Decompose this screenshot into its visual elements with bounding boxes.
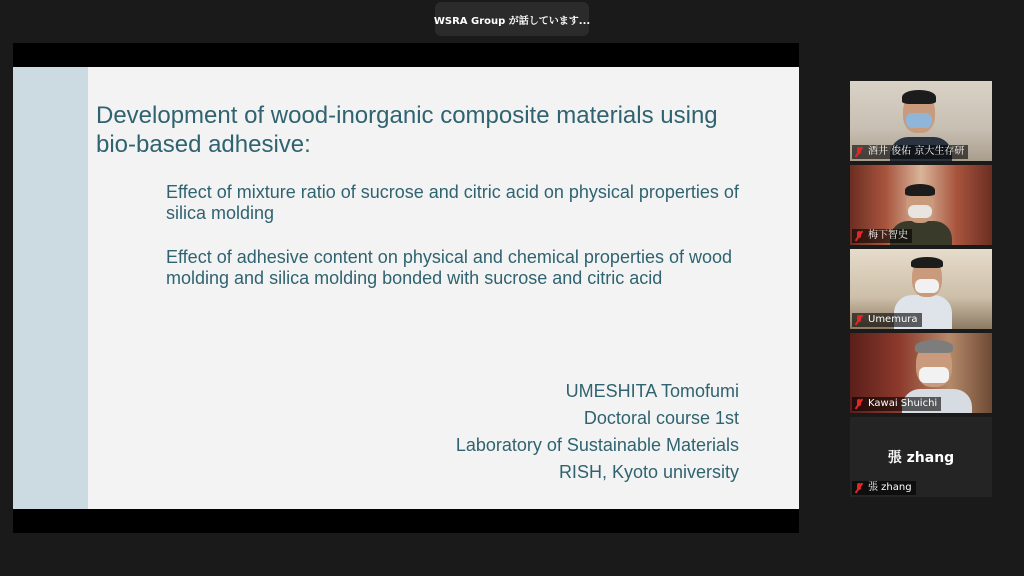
- participant-name-label: 酒井 俊佑 京大生存研: [852, 145, 968, 159]
- muted-mic-icon: [854, 230, 864, 242]
- muted-mic-icon: [854, 314, 864, 326]
- author-course: Doctoral course 1st: [583, 408, 739, 428]
- author-laboratory: Laboratory of Sustainable Materials: [455, 435, 739, 455]
- slide-bullet: Effect of mixture ratio of sucrose and citric acid on physical properties of silica molding: [166, 182, 739, 223]
- participant-name-label: Kawai Shuichi: [852, 397, 941, 411]
- participant-tile[interactable]: [850, 81, 992, 161]
- participant-name-label: 張 zhang: [852, 481, 916, 495]
- slide-side-strip: [13, 67, 88, 509]
- participant-tile[interactable]: [850, 333, 992, 413]
- muted-mic-icon: [854, 482, 864, 494]
- participant-display-name: 張 zhang: [887, 450, 955, 466]
- active-speaker-indicator: [435, 2, 589, 36]
- presentation-slide: [13, 67, 799, 509]
- muted-mic-icon: [854, 146, 864, 158]
- slide-author-block: [456, 378, 739, 486]
- participant-tile[interactable]: [850, 417, 992, 497]
- active-speaker-text: WSRA Group が話しています...: [433, 15, 591, 27]
- slide-title: Development of wood-inorganic composite materials using bio-based adhesive:: [96, 102, 718, 158]
- slide-bullet: Effect of adhesive content on physical and chemical properties of wood molding and silica molding bonded with sucrose and citric acid: [166, 247, 733, 288]
- participant-name-label: Umemura: [852, 313, 922, 327]
- shared-screen[interactable]: [13, 43, 799, 533]
- participant-tile[interactable]: [850, 165, 992, 245]
- participant-tile[interactable]: [850, 249, 992, 329]
- muted-mic-icon: [854, 398, 864, 410]
- author-name: UMESHITA Tomofumi: [565, 381, 739, 401]
- author-institution: RISH, Kyoto university: [558, 462, 739, 482]
- participant-name-label: 梅下智史: [852, 229, 912, 243]
